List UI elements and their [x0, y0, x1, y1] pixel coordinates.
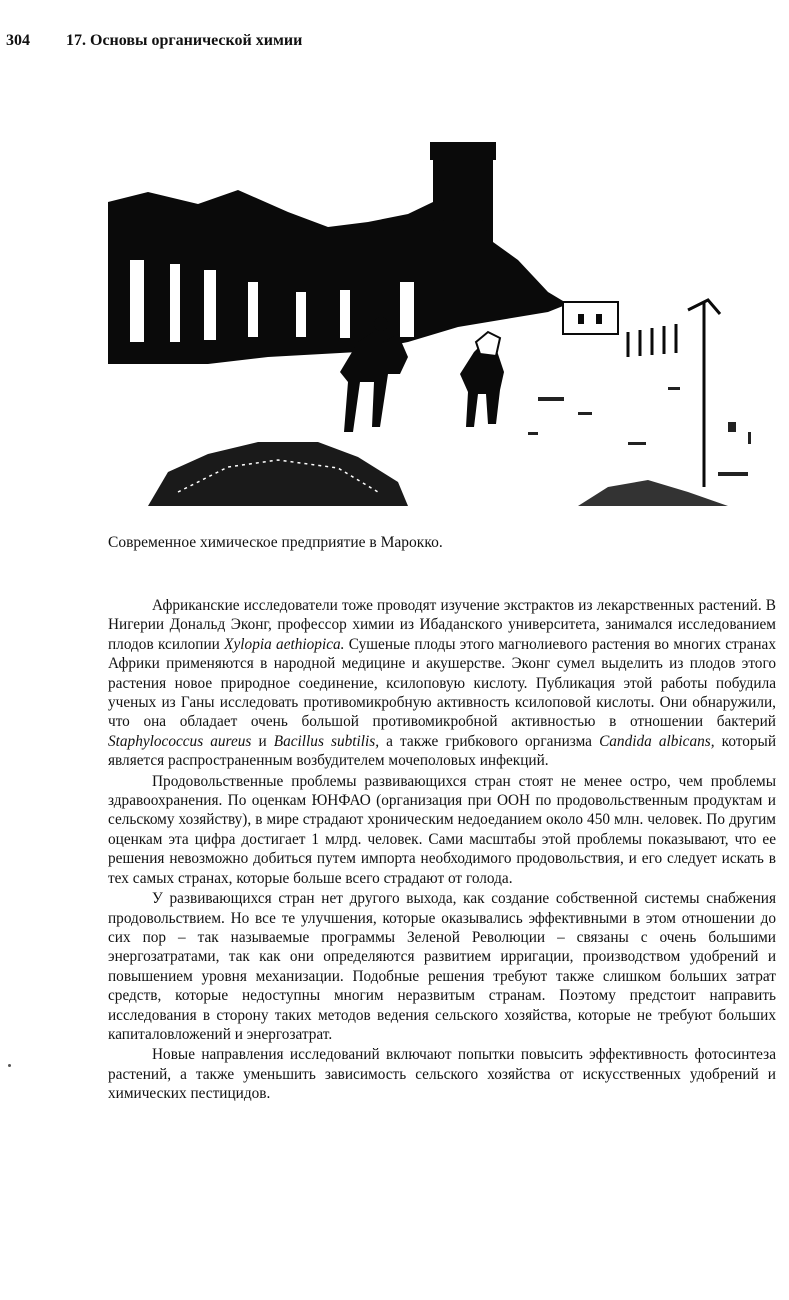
- article-body: [108, 596, 776, 1104]
- running-header: [6, 32, 302, 50]
- paragraph-3: У развивающихся стран нет другого выхода, как создание собственной системы снабжения продовольствием. Но все те улучшения, которые оказывались эффективными в этом отношении до сих пор – так называемые программы Зеленой Революции – связаны с очень большими энергозатратами, так как они определяются развитием ирригации, производством удобрений и повышением уровня механизации. Подобные решения требуют также слишком больших затрат средств, которые недоступны многим неразвитым странам. Поэтому предстоит направить исследования в сторону таких методов ведения сельского хозяйства, которые не требуют больших капиталовложений и энергозатрат.: [108, 890, 776, 1043]
- factory-photo: [108, 142, 778, 506]
- chapter-title: 17. Основы органической химии: [66, 32, 303, 49]
- paragraph-2: Продовольственные проблемы развивающихся стран стоят не менее остро, чем проблемы здравоохранения. По оценкам ЮНФАО (организация при ООН по продовольственным продуктам и сельскому хозяйству), в мире страдают хроническим недоеданием около 450 млн. человек. По другим оценкам эта цифра достигает 1 млрд. человек. Сами масштабы этой проблемы показывают, что ее решения невозможно добиться путем импорта необходимого продовольствия, и его следует искать в тех самых странах, которые больше всего страдают от голода.: [108, 772, 776, 887]
- paragraph-4: Новые направления исследований включают попытки повысить эффективность фотосинтеза растений, а также уменьшить зависимость сельского хозяйства от искусственных удобрений и химических пестицидов.: [108, 1046, 776, 1103]
- margin-speck: [8, 1064, 11, 1067]
- factory-photo-illustration: [108, 142, 778, 506]
- figure-caption: Современное химическое предприятие в Марокко.: [108, 534, 443, 551]
- paragraph-1: Африканские исследователи тоже проводят изучение экстрактов из лекарственных растений. В Нигерии Дональд Эконг, профессор химии из Ибаданского университета, занимался исследованием плодов ксилопии Xylopia aethiopica. Сушеные плоды этого магнолиевого растения во многих странах Африки применяются в народной медицине и акушерстве. Эконг сумел выделить из плодов этого растения новое природное соединение, ксилоповую кислоту. Публикация этой работы побудила ученых из Ганы исследовать противомикробную активность ксилоповой кислоты. Они обнаружили, что она обладает очень большой противомикробной активностью в отношении бактерий Staphylococcus aureus и Bacillus subtilis, а также грибкового организма Candida albicans, который является распространенным возбудителем мочеполовых инфекций.: [108, 597, 777, 770]
- page-number: 304: [6, 32, 30, 49]
